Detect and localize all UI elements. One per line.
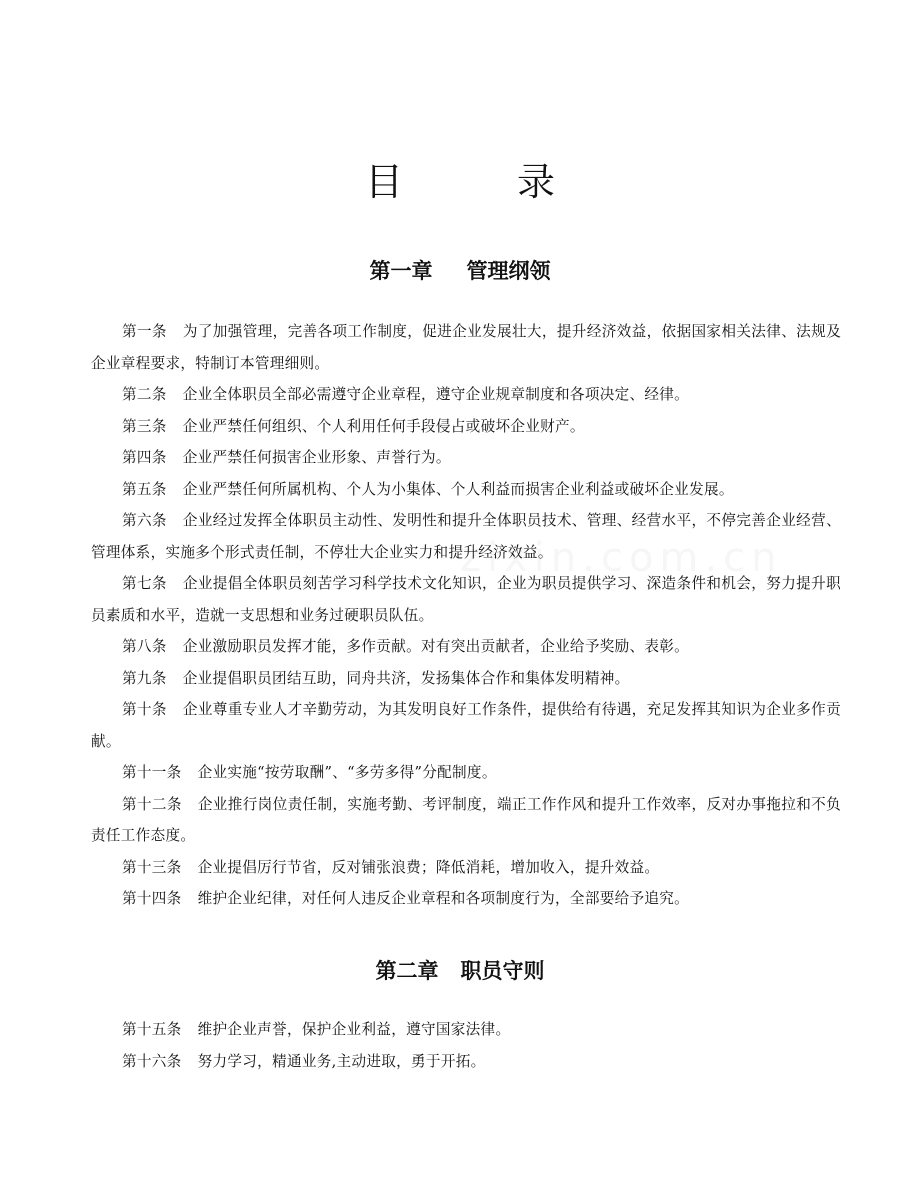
article-text: 企业经过发挥全体职员主动性、发明性和提升全体职员技术、管理、经营水平，不停完善企业经营、管理体系，实施多个形式责任制，不停壮大企业实力和提升经济效益。 — [91, 512, 841, 561]
article-number: 第一条 — [122, 323, 167, 340]
article-number: 第二条 — [122, 386, 167, 403]
article-number: 第十五条 — [122, 1021, 182, 1038]
article-text: 企业尊重专业人才辛勤劳动，为其发明良好工作条件，提供给有待遇，充足发挥其知识为企业多作贡献。 — [91, 701, 841, 750]
article-item — [91, 757, 841, 789]
article-text: 维护企业纪律，对任何人违反企业章程和各项制度行为，全部要给予追究。 — [197, 890, 690, 907]
chapter-number: 第二章 — [375, 959, 439, 983]
article-text: 企业严禁任何组织、个人利用任何手段侵占或破坏企业财产。 — [182, 417, 585, 435]
article-number: 第八条 — [122, 638, 167, 655]
article-list — [91, 1014, 841, 1077]
article-item — [91, 883, 841, 915]
article-number: 第十一条 — [122, 764, 182, 781]
article-text: 企业提倡全体职员刻苦学习科学技术文化知识，企业为职员提供学习、深造条件和机会，努力提升职员素质和水平，造就一支思想和业务过硬职员队伍。 — [91, 575, 841, 624]
article-number: 第五条 — [122, 480, 167, 498]
article-item — [91, 694, 841, 757]
watermark: zixin.com.cn — [460, 535, 783, 581]
chapter-name: 管理纲领 — [466, 259, 551, 283]
article-item — [91, 379, 841, 411]
article-text: 企业提倡厉行节省，反对铺张浪费；降低消耗，增加收入，提升效益。 — [197, 858, 660, 876]
article-number: 第六条 — [122, 512, 167, 529]
article-item — [91, 1014, 841, 1046]
article-number: 第三条 — [122, 417, 167, 435]
article-text: 企业激励职员发挥才能，多作贡献。对有突出贡献者，企业给予奖励、表彰。 — [182, 638, 690, 655]
article-text: 为了加强管理，完善各项工作制度，促进企业发展壮大，提升经济效益，依据国家相关法律、法规及企业章程要求，特制订本管理细则。 — [91, 323, 841, 372]
article-number: 第十六条 — [122, 1052, 182, 1070]
article-item — [91, 663, 841, 695]
article-text: 企业严禁任何损害企业形象、声誉行为。 — [182, 449, 451, 466]
article-text: 企业实施“按劳取酬”、“多劳多得”分配制度。 — [197, 764, 497, 781]
article-item — [91, 505, 841, 568]
article-text: 企业严禁任何所属机构、个人为小集体、个人利益而损害企业利益或破坏企业发展。 — [182, 480, 734, 498]
article-item — [91, 316, 841, 379]
article-item — [91, 474, 841, 506]
article-text: 企业提倡职员团结互助，同舟共济，发扬集体合作和集体发明精神。 — [182, 669, 630, 687]
article-item — [91, 568, 841, 631]
article-number: 第四条 — [122, 449, 167, 466]
article-item — [91, 789, 841, 852]
chapter-name: 职员守则 — [460, 959, 545, 983]
article-text: 企业推行岗位责任制，实施考勤、考评制度，端正工作作风和提升工作效率，反对办事拖拉和不负责任工作态度。 — [91, 795, 842, 844]
article-number: 第十三条 — [122, 858, 182, 876]
article-item — [91, 411, 841, 443]
article-item — [91, 631, 841, 663]
article-text: 维护企业声誉，保护企业利益，遵守国家法律。 — [197, 1021, 511, 1038]
article-number: 第十四条 — [122, 890, 182, 907]
article-item — [91, 442, 841, 474]
page-title: 目 录 — [364, 160, 593, 204]
article-number: 第九条 — [122, 669, 167, 687]
chapter-heading — [0, 956, 920, 986]
article-list — [91, 316, 841, 915]
chapter-heading — [0, 256, 920, 286]
chapter-number: 第一章 — [369, 259, 433, 283]
article-number: 第十二条 — [122, 795, 182, 813]
article-item — [91, 1046, 841, 1078]
article-text: 努力学习，精通业务,主动进取，勇于开拓。 — [197, 1052, 486, 1070]
article-number: 第七条 — [122, 575, 167, 592]
article-text: 企业全体职员全部必需遵守企业章程，遵守企业规章制度和各项决定、经律。 — [182, 386, 690, 403]
article-number: 第十条 — [122, 701, 167, 718]
article-item — [91, 852, 841, 884]
